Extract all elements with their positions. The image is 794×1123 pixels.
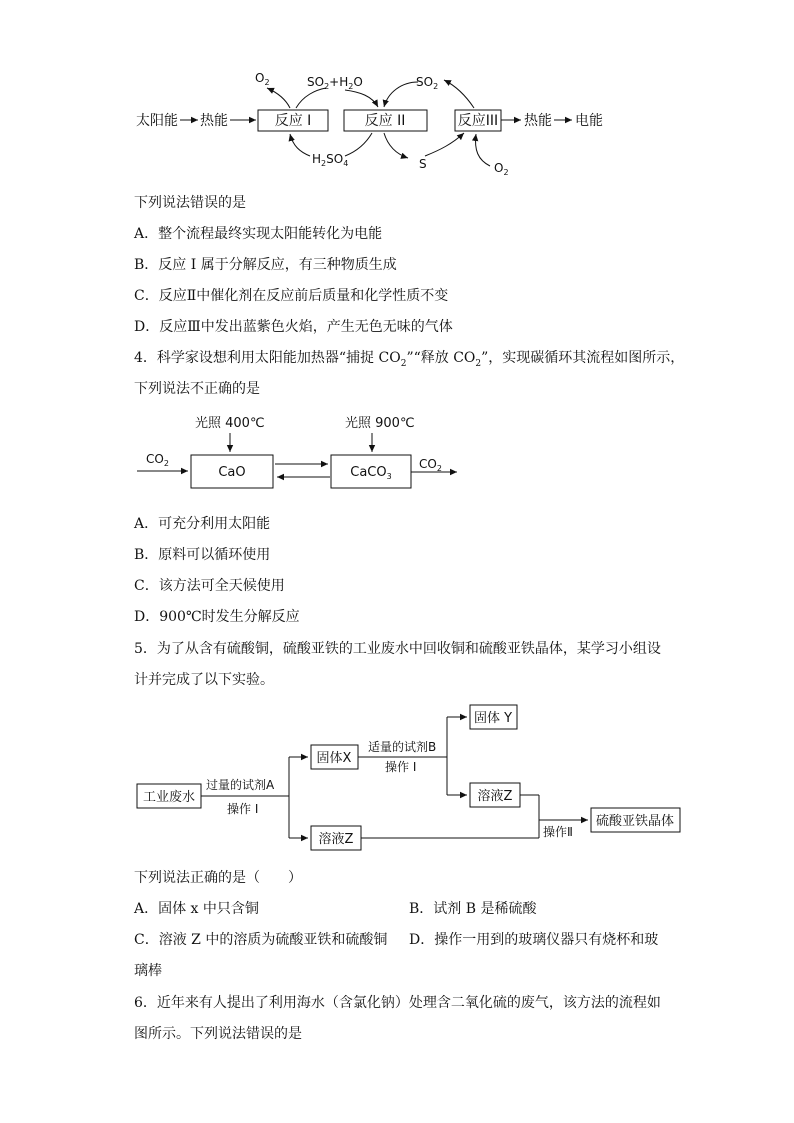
label-light-900: 光照 900℃ xyxy=(345,416,415,431)
q4-option-c: C．该方法可全天候使用 xyxy=(134,578,285,594)
q6-line-2: 图所示。下列说法错误的是 xyxy=(134,1026,302,1042)
label-sol-z1: 溶液Z xyxy=(318,832,354,847)
q5-option-d-cont: 璃棒 xyxy=(134,963,162,979)
label-o2-bottom: $O_2$ xyxy=(494,161,509,177)
label-caco3: CaCO$_3$ xyxy=(350,465,392,481)
label-reagent-b: 适量的试剂B xyxy=(368,740,437,754)
label-reaction-1: 反应 I xyxy=(274,113,312,129)
label-reaction-2: 反应 II xyxy=(364,113,406,129)
q4-option-b: B．原料可以循环使用 xyxy=(134,547,271,563)
label-heat-2: 热能 xyxy=(524,113,552,129)
label-s: S xyxy=(419,157,427,171)
q4-option-d: D．900℃时发生分解反应 xyxy=(134,609,300,625)
label-waste-water: 工业废水 xyxy=(142,790,196,805)
label-solid-y: 固体 Y xyxy=(473,711,513,726)
label-cao: CaO xyxy=(218,465,246,480)
q5-line-1: 5．为了从含有硫酸铜，硫酸亚铁的工业废水中回收铜和硫酸亚铁晶体，某学习小组设 xyxy=(134,641,661,657)
label-sol-z2: 溶液Z xyxy=(477,789,513,804)
q6-line-1: 6．近年来有人提出了利用海水（含氯化钠）处理含二氧化硫的废气，该方法的流程如 xyxy=(134,995,661,1011)
arrow-so2h2o-r2 xyxy=(345,90,378,107)
label-electricity: 电能 xyxy=(575,113,603,129)
arrow-r1-o2 xyxy=(267,88,290,108)
label-reaction-3: 反应III xyxy=(457,113,499,129)
label-so2-top: $SO_2$ xyxy=(416,75,439,91)
label-so2-h2o: $SO_2+H_2O$ xyxy=(307,75,363,91)
q4-line-1: 4．科学家设想利用太阳能加热器“捕捉 $CO_2”“$释放 $CO_2$”，实现碳循环其流程如图所示， xyxy=(134,350,685,369)
label-op2: 操作Ⅱ xyxy=(543,825,573,839)
q4-line-2: 下列说法不正确的是 xyxy=(134,381,260,397)
q5-option-c: C．溶液 Z 中的溶质为硫酸亚铁和硫酸铜 xyxy=(134,932,388,948)
q3-option-c: C．反应Ⅱ中催化剂在反应前后质量和化学性质不变 xyxy=(134,288,449,304)
label-heat-1: 热能 xyxy=(200,113,228,129)
label-op1-a: 操作 I xyxy=(227,802,259,816)
q3-option-b: B．反应 I 属于分解反应，有三种物质生成 xyxy=(134,257,397,273)
q3-stem: 下列说法错误的是 xyxy=(134,195,246,211)
label-co2-out: $CO_2$ xyxy=(419,457,442,473)
label-o2-top: $O_2$ xyxy=(255,71,270,87)
diagram-carbon-cycle xyxy=(137,415,457,488)
arrow-s-r3 xyxy=(425,133,464,156)
q5-stem: 下列说法正确的是（ ） xyxy=(134,870,302,886)
label-solar-energy: 太阳能 xyxy=(136,113,178,129)
q5-option-d: D．操作一用到的玻璃仪器只有烧杯和玻 xyxy=(409,932,659,948)
label-light-400: 光照 400℃ xyxy=(195,416,265,431)
arrow-so2-r2 xyxy=(384,82,418,107)
label-reagent-a: 过量的试剂A xyxy=(206,778,275,792)
arrow-o2-r3 xyxy=(476,134,490,166)
label-h2so4: $H_2SO_4$ xyxy=(312,152,349,168)
diagram-wastewater xyxy=(137,705,680,850)
arrow-r3-so2 xyxy=(444,80,474,108)
q3-option-d: D．反应Ⅲ中发出蓝紫色火焰，产生无色无味的气体 xyxy=(134,319,453,335)
diagram-solar-cycle xyxy=(136,71,603,177)
arrow-r2-s xyxy=(384,133,408,158)
q5-option-a: A．固体 x 中只含铜 xyxy=(134,901,259,917)
q4-option-a: A．可充分利用太阳能 xyxy=(134,516,271,532)
q5-option-b: B．试剂 B 是稀硫酸 xyxy=(409,901,537,917)
label-co2-in: $CO_2$ xyxy=(146,452,169,468)
label-solid-x: 固体X xyxy=(316,751,352,766)
q5-line-2: 计并完成了以下实验。 xyxy=(134,672,274,688)
label-op1-b: 操作 I xyxy=(385,760,417,774)
label-crystal: 硫酸亚铁晶体 xyxy=(595,814,675,829)
arrow-h2so4-r1 xyxy=(290,134,310,156)
q3-option-a: A．整个流程最终实现太阳能转化为电能 xyxy=(134,226,383,242)
arrow-r1-up xyxy=(296,88,326,108)
arrow-r2-h2so4 xyxy=(345,133,372,156)
